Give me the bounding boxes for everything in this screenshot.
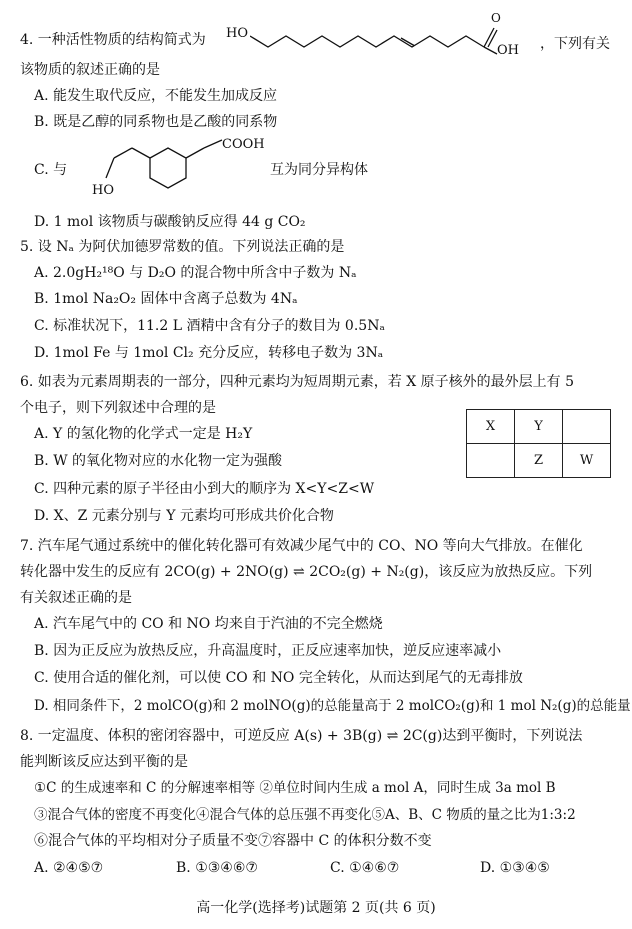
page-footer: 高一化学(选择考)试题第 2 页(共 6 页) <box>196 900 436 916</box>
q5-option-a: A. 2.0gH₂¹⁸O 与 D₂O 的混合物中所含中子数为 Nₐ <box>34 265 357 281</box>
table-cell-empty <box>467 444 515 478</box>
table-cell-z: Z <box>515 444 563 478</box>
q4-cooh-label: COOH <box>222 137 265 152</box>
q4-option-c-prefix: C. 与 <box>34 162 68 178</box>
q4-option-c-suffix: 互为同分异构体 <box>270 162 368 178</box>
q5-option-d: D. 1mol Fe 与 1mol Cl₂ 充分反应，转移电子数为 3Nₐ <box>34 345 384 361</box>
q8-option-b: B. ①③④⑥⑦ <box>176 860 258 876</box>
q6-option-d: D. X、Z 元素分别与 Y 元素均可形成共价化合物 <box>34 508 334 524</box>
q8-stem-line2: 能判断该反应达到平衡的是 <box>20 754 188 770</box>
q8-option-a: A. ②④⑤⑦ <box>34 860 104 876</box>
q7-option-a: A. 汽车尾气中的 CO 和 NO 均来自于汽油的不完全燃烧 <box>34 616 383 632</box>
table-cell-w: W <box>563 444 611 478</box>
q4-o-label: O <box>491 11 501 25</box>
q8-condition-line1: ①C 的生成速率和 C 的分解速率相等 ②单位时间内生成 a mol A，同时生成 3a mol B <box>34 780 556 796</box>
q4-stem-tail: ，下列有关 <box>540 36 610 52</box>
q4-option-d: D. 1 mol 该物质与碳酸钠反应得 44 g CO₂ <box>34 214 306 230</box>
q8-condition-line2: ③混合气体的密度不再变化④混合气体的总压强不再变化⑤A、B、C 物质的量之比为1:3:2 <box>34 807 576 823</box>
q6-option-c: C. 四种元素的原子半径由小到大的顺序为 X<Y<Z<W <box>34 481 375 497</box>
q4-oh-label: OH <box>497 43 519 58</box>
q4-ho2-label: HO <box>92 183 114 198</box>
q5-option-c: C. 标准状况下，11.2 L 酒精中含有分子的数目为 0.5Nₐ <box>34 318 385 334</box>
q6-stem-line2: 个电子，则下列叙述中合理的是 <box>20 400 216 416</box>
q7-option-b: B. 因为正反应为放热反应，升高温度时，正反应速率加快，逆反应速率减小 <box>34 643 502 659</box>
periodic-table-fragment <box>466 409 611 478</box>
q4-option-a: A. 能发生取代反应，不能发生加成反应 <box>34 88 278 104</box>
q6-option-b: B. W 的氧化物对应的水化物一定为强酸 <box>34 453 283 469</box>
q4-stem-line1: 4. 一种活性物质的结构简式为 <box>20 32 206 48</box>
q7-option-d: D. 相同条件下，2 molCO(g)和 2 molNO(g)的总能量高于 2 molCO₂(g)和 1 mol N₂(g)的总能量 <box>34 698 631 714</box>
q7-stem-line3: 有关叙述正确的是 <box>20 590 132 606</box>
table-cell-empty <box>563 410 611 444</box>
q4-option-b: B. 既是乙醇的同系物也是乙酸的同系物 <box>34 114 278 130</box>
q5-option-b: B. 1mol Na₂O₂ 固体中含离子总数为 4Nₐ <box>34 291 298 307</box>
table-cell-x: X <box>467 410 515 444</box>
q4-stem-line2: 该物质的叙述正确的是 <box>20 62 160 78</box>
q8-stem-line1: 8. 一定温度、体积的密闭容器中，可逆反应 A(s) + 3B(g) ⇌ 2C(g)达到平衡时，下列说法 <box>20 728 583 744</box>
q7-stem-line2: 转化器中发生的反应有 2CO(g) + 2NO(g) ⇌ 2CO₂(g) + N₂(g)，该反应为放热反应。下列 <box>20 564 593 580</box>
q7-option-c: C. 使用合适的催化剂，可以使 CO 和 NO 完全转化，从而达到尾气的无毒排放 <box>34 670 523 686</box>
q7-stem-line1: 7. 汽车尾气通过系统中的催化转化器可有效减少尾气中的 CO、NO 等向大气排放。在催化 <box>20 538 583 554</box>
q6-stem-line1: 6. 如表为元素周期表的一部分，四种元素均为短周期元素，若 X 原子核外的最外层上有 5 <box>20 374 575 390</box>
q8-condition-line3: ⑥混合气体的平均相对分子质量不变⑦容器中 C 的体积分数不变 <box>34 833 432 849</box>
q6-option-a: A. Y 的氢化物的化学式一定是 H₂Y <box>34 426 253 442</box>
q5-stem: 5. 设 Nₐ 为阿伏加德罗常数的值。下列说法正确的是 <box>20 239 345 255</box>
q8-option-d: D. ①③④⑤ <box>480 860 550 876</box>
table-cell-y: Y <box>515 410 563 444</box>
q8-option-c: C. ①④⑥⑦ <box>330 860 400 876</box>
q4-ho-label: HO <box>226 26 248 41</box>
